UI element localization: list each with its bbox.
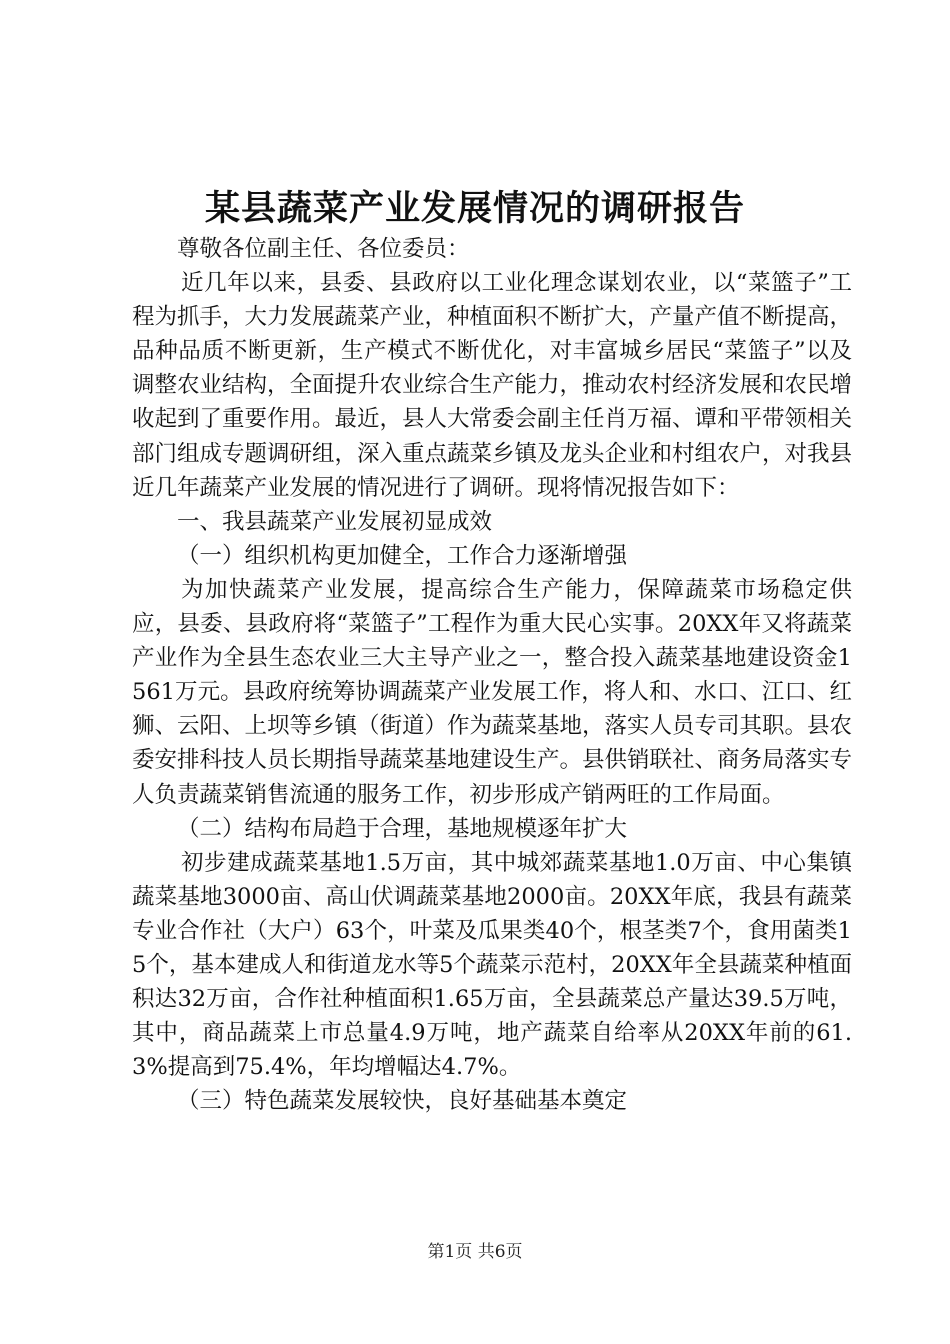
- page-number-footer: 第1页 共6页: [427, 1242, 523, 1262]
- document-body: [132, 232, 852, 1118]
- subsection-heading-1: （一）组织机构更加健全，工作合力逐渐增强: [177, 542, 628, 569]
- salutation: 尊敬各位副主任、各位委员：: [177, 236, 470, 262]
- paragraph-intro: 近几年以来，县委、县政府以工业化理念谋划农业，以“菜篮子”工程为抓手，大力发展蔬菜产业，种植面积不断扩大，产量产值不断提高，品种品质不断更新，生产模式不断优化，对丰富城乡居民“菜篮子”以及调整农业结构，全面提升农业综合生产能力，推动农村经济发展和农民增收起到了重要作用。最近，县人大常委会副主任肖万福、谭和平带领相关部门组成专题调研组，深入重点蔬菜乡镇及龙头企业和村组农户，对我县近几年蔬菜产业发展的情况进行了调研。现将情况报告如下：: [132, 270, 853, 501]
- document-title: 某县蔬菜产业发展情况的调研报告: [204, 188, 745, 229]
- subsection-heading-3: （三）特色蔬菜发展较快，良好基础基本奠定: [177, 1088, 628, 1115]
- paragraph-organization: 为加快蔬菜产业发展，提高综合生产能力，保障蔬菜市场稳定供应，县委、县政府将“菜篮子”工程作为重大民心实事。20XX年又将蔬菜产业作为全县生态农业三大主导产业之一，整合投入蔬菜基地建设资金1561万元。县政府统筹协调蔬菜产业发展工作，将人和、水口、江口、红狮、云阳、上坝等乡镇（街道）作为蔬菜基地，落实人员专司其职。县农委安排科技人员长期指导蔬菜基地建设生产。县供销联社、商务局落实专人负责蔬菜销售流通的服务工作，初步形成产销两旺的工作局面。: [132, 576, 853, 808]
- section-heading-1: 一、我县蔬菜产业发展初显成效: [177, 508, 493, 535]
- subsection-heading-2: （二）结构布局趋于合理，基地规模逐年扩大: [177, 815, 628, 842]
- paragraph-structure: 初步建成蔬菜基地1.5万亩，其中城郊蔬菜基地1.0万亩、中心集镇蔬菜基地3000亩、高山伏调蔬菜基地2000亩。20XX年底，我县有蔬菜专业合作社（大户）63个，叶菜及瓜果类40个，根茎类7个，食用菌类15个，基本建成人和街道龙水等5个蔬菜示范村，20XX年全县蔬菜种植面积达32万亩，合作社种植面积1.65万亩，全县蔬菜总产量达39.5万吨，其中，商品蔬菜上市总量4.9万吨，地产蔬菜自给率从20XX年前的61.3%提高到75.4%，年均增幅达4.7%。: [132, 849, 852, 1081]
